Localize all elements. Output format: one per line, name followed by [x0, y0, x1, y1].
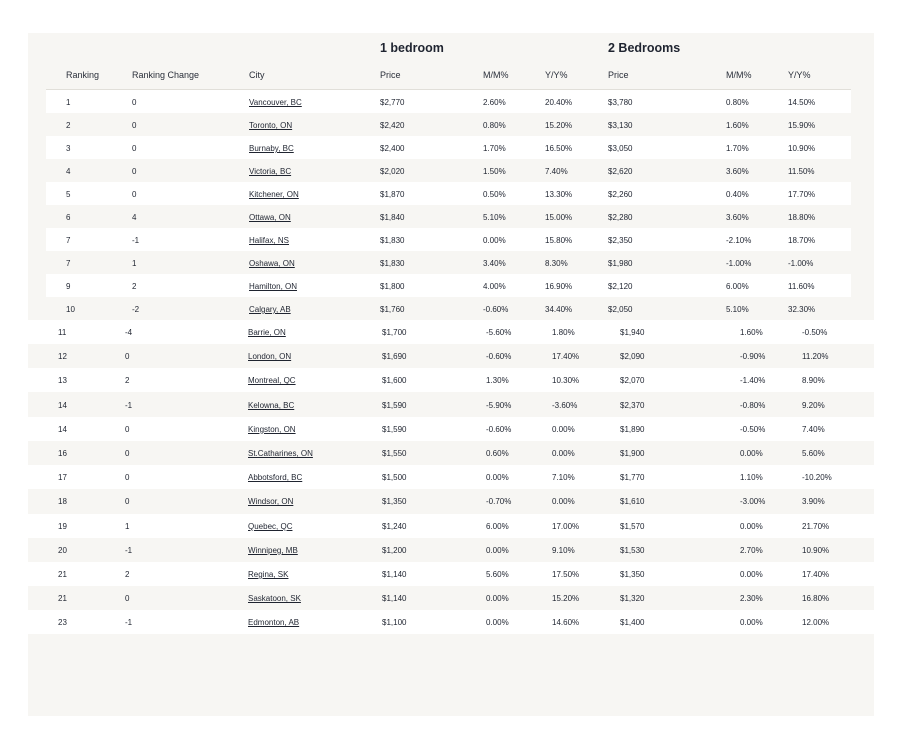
- table-row: [46, 182, 851, 205]
- cell-mm-1br: 5.60%: [486, 570, 509, 579]
- cell-mm-1br: 2.60%: [483, 98, 506, 107]
- cell-price-2br: $3,780: [608, 98, 633, 107]
- cell-yy-2br: 10.90%: [802, 545, 830, 555]
- cell-mm-2br: 1.60%: [740, 328, 763, 337]
- table-row: [28, 344, 874, 368]
- col-header-mm-2br: M/M%: [726, 70, 752, 80]
- cell-price-2br: $1,900: [620, 449, 645, 458]
- cell-ranking-change: -1: [132, 236, 140, 245]
- cell-ranking-change: -2: [132, 305, 140, 314]
- cell-ranking-change: 0: [132, 144, 137, 153]
- col-header-yy-1br: Y/Y%: [545, 70, 568, 80]
- table-row: [46, 90, 851, 113]
- cell-mm-2br: 5.10%: [726, 305, 749, 314]
- cell-price-1br: $1,350: [382, 497, 407, 507]
- cell-ranking: 14: [58, 400, 67, 410]
- col-header-ranking: Ranking: [66, 70, 100, 80]
- cell-ranking: 1: [66, 98, 71, 107]
- cell-yy-1br: 20.40%: [545, 98, 573, 107]
- cell-price-1br: $1,590: [382, 424, 407, 434]
- cell-mm-2br: 0.80%: [726, 98, 749, 107]
- city-link[interactable]: Montreal, QC: [248, 376, 296, 386]
- cell-price-2br: $2,620: [608, 167, 633, 176]
- column-header-row: [46, 61, 851, 90]
- cell-price-1br: $1,100: [382, 618, 407, 628]
- city-link[interactable]: Saskatoon, SK: [248, 594, 301, 604]
- cell-yy-2br: 32.30%: [788, 305, 816, 314]
- cell-price-1br: $1,550: [382, 449, 407, 458]
- city-link[interactable]: Kitchener, ON: [249, 190, 299, 199]
- cell-mm-1br: 0.00%: [486, 545, 509, 555]
- cell-price-1br: $1,830: [380, 236, 405, 245]
- city-link[interactable]: London, ON: [248, 352, 292, 362]
- cell-mm-1br: -0.70%: [486, 497, 512, 507]
- cell-ranking-change: 0: [132, 190, 137, 199]
- cell-ranking-change: 4: [132, 213, 137, 222]
- cell-mm-1br: 0.00%: [486, 618, 509, 628]
- table-row: [28, 465, 874, 489]
- cell-mm-2br: -0.90%: [740, 352, 766, 362]
- city-link[interactable]: Victoria, BC: [249, 167, 292, 176]
- cell-ranking-change: 0: [132, 98, 137, 107]
- table-row: [28, 417, 874, 441]
- table-row: [28, 489, 874, 513]
- cell-yy-1br: 14.60%: [552, 618, 580, 628]
- cell-ranking: 3: [66, 144, 71, 153]
- cell-ranking-change: 1: [132, 259, 137, 268]
- cell-price-1br: $2,770: [380, 98, 405, 107]
- city-link[interactable]: Edmonton, AB: [248, 618, 300, 628]
- rental-table: [28, 33, 874, 716]
- cell-ranking: 21: [58, 570, 67, 579]
- city-link[interactable]: Toronto, ON: [249, 121, 293, 130]
- group-header-one-bedroom: 1 bedroom: [380, 41, 444, 55]
- col-header-city: City: [249, 70, 265, 80]
- cell-mm-1br: 0.00%: [483, 236, 506, 245]
- city-link[interactable]: Barrie, ON: [248, 328, 286, 337]
- cell-yy-1br: 9.10%: [552, 545, 575, 555]
- cell-mm-2br: 2.30%: [740, 594, 763, 604]
- cell-mm-2br: -1.00%: [726, 259, 752, 268]
- cell-mm-1br: 0.80%: [483, 121, 506, 130]
- cell-ranking: 19: [58, 521, 67, 531]
- cell-yy-1br: 7.40%: [545, 167, 568, 176]
- cell-yy-1br: 16.50%: [545, 144, 573, 153]
- col-header-price-2br: Price: [608, 70, 629, 80]
- cell-mm-2br: -2.10%: [726, 236, 752, 245]
- cell-yy-1br: 15.20%: [552, 594, 580, 604]
- cell-yy-1br: 8.30%: [545, 259, 568, 268]
- cell-mm-2br: 0.40%: [726, 190, 749, 199]
- cell-yy-2br: 16.80%: [802, 594, 830, 604]
- cell-ranking-change: 0: [125, 594, 130, 604]
- cell-yy-2br: 9.20%: [802, 400, 825, 410]
- cell-price-2br: $2,090: [620, 352, 645, 362]
- city-link[interactable]: Kelowna, BC: [248, 400, 295, 410]
- table-row: [28, 368, 874, 392]
- cell-mm-1br: 0.50%: [483, 190, 506, 199]
- cell-price-1br: $1,800: [380, 282, 405, 291]
- cell-mm-2br: 0.00%: [740, 570, 763, 579]
- cell-ranking-change: 0: [125, 497, 130, 507]
- cell-price-1br: $1,700: [382, 328, 407, 337]
- cell-ranking: 11: [58, 328, 67, 337]
- cell-price-1br: $1,690: [382, 352, 407, 362]
- cell-mm-2br: 1.70%: [726, 144, 749, 153]
- cell-yy-2br: 11.60%: [788, 282, 815, 291]
- cell-yy-1br: 17.50%: [552, 570, 580, 579]
- cell-ranking-change: 0: [125, 473, 130, 483]
- cell-yy-2br: 11.20%: [802, 352, 829, 362]
- table-row: [28, 320, 874, 344]
- cell-ranking: 4: [66, 167, 71, 176]
- cell-ranking-change: 0: [125, 424, 130, 434]
- table-row: [46, 228, 851, 251]
- cell-mm-1br: 0.00%: [486, 594, 509, 604]
- table-row: [28, 610, 874, 634]
- cell-yy-1br: 10.30%: [552, 376, 580, 386]
- cell-ranking-change: 2: [132, 282, 137, 291]
- cell-ranking-change: 2: [125, 570, 130, 579]
- cell-mm-1br: 4.00%: [483, 282, 506, 291]
- table-row: [46, 274, 851, 297]
- city-link[interactable]: Ottawa, ON: [249, 213, 291, 222]
- cell-ranking-change: 2: [125, 376, 130, 386]
- cell-price-2br: $1,320: [620, 594, 645, 604]
- cell-ranking-change: -1: [125, 618, 133, 628]
- cell-price-1br: $1,830: [380, 259, 405, 268]
- cell-yy-1br: 0.00%: [552, 449, 575, 458]
- table-row: [28, 586, 874, 610]
- cell-mm-2br: 1.10%: [740, 473, 763, 483]
- cell-ranking: 5: [66, 190, 71, 199]
- cell-ranking: 12: [58, 352, 67, 362]
- city-link[interactable]: Windsor, ON: [248, 497, 294, 507]
- cell-mm-1br: 1.30%: [486, 376, 509, 386]
- cell-ranking: 20: [58, 545, 67, 555]
- table-row: [28, 441, 874, 465]
- cell-price-2br: $3,050: [608, 144, 633, 153]
- cell-yy-1br: 15.00%: [545, 213, 573, 222]
- cell-ranking: 13: [58, 376, 67, 386]
- cell-mm-2br: 6.00%: [726, 282, 749, 291]
- cell-price-2br: $2,070: [620, 376, 645, 386]
- cell-mm-2br: 1.60%: [726, 121, 749, 130]
- cell-mm-2br: -0.80%: [740, 400, 766, 410]
- col-header-mm-1br: M/M%: [483, 70, 509, 80]
- cell-price-1br: $2,400: [380, 144, 405, 153]
- cell-mm-2br: 0.00%: [740, 449, 763, 458]
- city-link[interactable]: Calgary, AB: [249, 305, 291, 314]
- cell-mm-2br: 0.00%: [740, 521, 763, 531]
- cell-yy-1br: 34.40%: [545, 305, 573, 314]
- cell-ranking: 23: [58, 618, 67, 628]
- cell-mm-1br: 0.00%: [486, 473, 509, 483]
- table-row: [46, 297, 851, 320]
- cell-ranking: 17: [58, 473, 67, 483]
- cell-price-2br: $2,350: [608, 236, 633, 245]
- cell-mm-1br: -0.60%: [486, 424, 512, 434]
- cell-yy-2br: 18.70%: [788, 236, 816, 245]
- city-link[interactable]: Burnaby, BC: [249, 144, 294, 153]
- cell-price-2br: $2,280: [608, 213, 633, 222]
- cell-ranking: 14: [58, 424, 67, 434]
- cell-ranking-change: -4: [125, 328, 133, 337]
- city-link[interactable]: Quebec, QC: [248, 521, 293, 531]
- cell-price-2br: $2,120: [608, 282, 633, 291]
- cell-mm-1br: -0.60%: [483, 305, 509, 314]
- cell-ranking: 10: [66, 305, 75, 314]
- cell-price-2br: $1,400: [620, 618, 645, 628]
- cell-yy-1br: 15.80%: [545, 236, 573, 245]
- cell-ranking-change: 0: [125, 352, 130, 362]
- cell-yy-2br: 10.90%: [788, 144, 816, 153]
- cell-price-2br: $2,370: [620, 400, 645, 410]
- cell-yy-2br: 18.80%: [788, 213, 816, 222]
- cell-yy-1br: 17.00%: [552, 521, 580, 531]
- city-link[interactable]: Vancouver, BC: [249, 98, 302, 107]
- cell-yy-2br: 14.50%: [788, 98, 816, 107]
- cell-yy-2br: -0.50%: [802, 328, 828, 337]
- cell-ranking: 7: [66, 236, 71, 245]
- cell-price-2br: $2,260: [608, 190, 633, 199]
- cell-price-2br: $1,770: [620, 473, 645, 483]
- cell-mm-2br: 3.60%: [726, 167, 749, 176]
- cell-price-2br: $1,980: [608, 259, 633, 268]
- cell-ranking: 21: [58, 594, 67, 604]
- cell-yy-1br: 15.20%: [545, 121, 573, 130]
- col-header-ranking-change: Ranking Change: [132, 70, 200, 80]
- table-row: [28, 538, 874, 562]
- cell-mm-2br: -3.00%: [740, 497, 766, 507]
- cell-ranking-change: 0: [132, 121, 137, 130]
- cell-price-2br: $3,130: [608, 121, 633, 130]
- city-link[interactable]: Oshawa, ON: [249, 259, 295, 268]
- cell-price-1br: $1,140: [382, 594, 407, 604]
- cell-yy-1br: -3.60%: [552, 400, 578, 410]
- cell-yy-2br: 15.90%: [788, 121, 816, 130]
- cell-ranking: 18: [58, 497, 67, 507]
- cell-ranking: 9: [66, 282, 71, 291]
- cell-price-1br: $1,760: [380, 305, 405, 314]
- cell-yy-2br: 12.00%: [802, 618, 830, 628]
- cell-price-1br: $1,840: [380, 213, 405, 222]
- cell-yy-2br: 17.70%: [788, 190, 816, 199]
- cell-yy-1br: 7.10%: [552, 473, 575, 483]
- cell-price-2br: $2,050: [608, 305, 633, 314]
- cell-mm-1br: -0.60%: [486, 352, 512, 362]
- cell-price-1br: $1,590: [382, 400, 407, 410]
- cell-price-1br: $2,020: [380, 167, 405, 176]
- cell-ranking-change: 1: [125, 521, 130, 531]
- cell-price-1br: $1,870: [380, 190, 405, 199]
- cell-yy-2br: 17.40%: [802, 570, 830, 579]
- cell-mm-1br: 1.70%: [483, 144, 506, 153]
- city-link[interactable]: Abbotsford, BC: [248, 473, 303, 483]
- table-row: [46, 159, 851, 182]
- table-row: [28, 562, 874, 586]
- cell-price-1br: $1,240: [382, 521, 407, 531]
- table-row: [46, 113, 851, 136]
- cell-price-2br: $1,610: [620, 497, 645, 507]
- cell-yy-1br: 1.80%: [552, 328, 575, 337]
- cell-ranking-change: 0: [125, 449, 130, 458]
- table-row: [46, 205, 851, 228]
- cell-yy-1br: 13.30%: [545, 190, 573, 199]
- cell-price-1br: $1,200: [382, 545, 407, 555]
- cell-price-2br: $1,530: [620, 545, 645, 555]
- cell-mm-1br: 1.50%: [483, 167, 506, 176]
- cell-mm-1br: 0.60%: [486, 449, 509, 458]
- cell-mm-2br: -0.50%: [740, 424, 766, 434]
- cell-price-2br: $1,890: [620, 424, 645, 434]
- cell-price-1br: $1,140: [382, 570, 407, 579]
- cell-mm-2br: -1.40%: [740, 376, 766, 386]
- cell-yy-2br: -1.00%: [788, 259, 814, 268]
- cell-mm-2br: 3.60%: [726, 213, 749, 222]
- city-link[interactable]: Winnipeg, MB: [248, 545, 298, 555]
- cell-price-1br: $1,600: [382, 376, 407, 386]
- cell-price-2br: $1,350: [620, 570, 645, 579]
- cell-yy-2br: 21.70%: [802, 521, 830, 531]
- cell-yy-1br: 16.90%: [545, 282, 573, 291]
- city-link[interactable]: Hamilton, ON: [249, 282, 298, 291]
- cell-mm-1br: 5.10%: [483, 213, 506, 222]
- col-header-yy-2br: Y/Y%: [788, 70, 811, 80]
- table-row: [46, 251, 851, 274]
- group-header-two-bedrooms: 2 Bedrooms: [608, 41, 681, 55]
- cell-yy-2br: 11.50%: [788, 167, 815, 176]
- cell-yy-1br: 0.00%: [552, 497, 575, 507]
- cell-ranking-change: -1: [125, 545, 133, 555]
- cell-price-1br: $1,500: [382, 473, 407, 483]
- cell-mm-1br: -5.90%: [486, 400, 512, 410]
- table-row: [46, 136, 851, 159]
- cell-mm-2br: 0.00%: [740, 618, 763, 628]
- city-link[interactable]: Kingston, ON: [248, 424, 296, 434]
- cell-yy-2br: 5.60%: [802, 449, 825, 458]
- cell-mm-1br: 6.00%: [486, 521, 509, 531]
- cell-ranking-change: 0: [132, 167, 137, 176]
- cell-price-2br: $1,570: [620, 521, 645, 531]
- cell-mm-1br: -5.60%: [486, 328, 512, 337]
- cell-ranking: 6: [66, 213, 71, 222]
- cell-yy-2br: 8.90%: [802, 376, 825, 386]
- cell-yy-1br: 0.00%: [552, 424, 575, 434]
- cell-yy-1br: 17.40%: [552, 352, 580, 362]
- col-header-price-1br: Price: [380, 70, 401, 80]
- cell-ranking: 16: [58, 449, 67, 458]
- cell-mm-1br: 3.40%: [483, 259, 506, 268]
- city-link[interactable]: St.Catharines, ON: [248, 449, 313, 458]
- city-link[interactable]: Halifax, NS: [249, 236, 290, 245]
- cell-ranking-change: -1: [125, 400, 133, 410]
- table-row: [28, 393, 874, 417]
- table-row: [28, 514, 874, 538]
- cell-yy-2br: 3.90%: [802, 497, 825, 507]
- cell-yy-2br: 7.40%: [802, 424, 825, 434]
- cell-ranking: 2: [66, 121, 71, 130]
- cell-ranking: 7: [66, 259, 71, 268]
- cell-yy-2br: -10.20%: [802, 473, 832, 483]
- city-link[interactable]: Regina, SK: [248, 570, 289, 579]
- cell-price-2br: $1,940: [620, 328, 645, 337]
- cell-price-1br: $2,420: [380, 121, 405, 130]
- cell-mm-2br: 2.70%: [740, 545, 763, 555]
